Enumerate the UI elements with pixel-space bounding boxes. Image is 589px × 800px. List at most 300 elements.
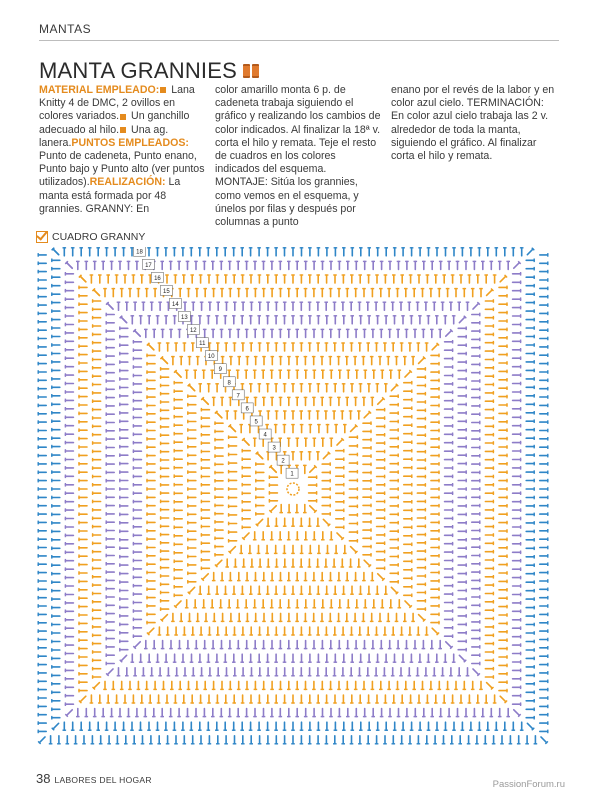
stitch-symbol <box>481 709 485 717</box>
stitch-symbol <box>381 370 385 378</box>
stitch-symbol <box>384 695 388 703</box>
stitch-symbol <box>499 546 507 550</box>
stitch-symbol <box>270 370 274 378</box>
stitch-symbol <box>229 470 237 474</box>
stitch-symbol <box>188 538 196 542</box>
stitch-symbol <box>93 642 101 646</box>
stitch-symbol <box>526 699 534 703</box>
stitch-symbol <box>65 373 73 377</box>
stitch-symbol <box>106 604 114 608</box>
stitch-symbol <box>427 654 431 662</box>
stitch-symbol <box>147 587 155 591</box>
stitch-symbol <box>376 722 380 730</box>
stitch-symbol <box>479 289 483 297</box>
stitch-symbol <box>540 320 548 324</box>
stitch-symbol <box>410 316 414 324</box>
stitch-symbol <box>325 316 329 324</box>
stitch-symbol <box>52 403 60 407</box>
stitch-symbol <box>472 379 480 383</box>
stitch-symbol <box>434 695 438 703</box>
stitch-symbol <box>52 487 60 491</box>
stitch-symbol <box>38 479 46 483</box>
stitch-symbol <box>133 466 141 470</box>
stitch-symbol <box>229 539 237 543</box>
stitch-symbol <box>349 505 357 509</box>
stitch-symbol <box>364 370 368 378</box>
stitch-symbol <box>161 607 169 611</box>
stitch-symbol <box>513 508 521 512</box>
stitch-symbol <box>513 424 521 428</box>
stitch-symbol <box>513 475 521 479</box>
stitch-symbol <box>201 508 209 512</box>
stitch-symbol <box>202 370 206 378</box>
stitch-symbol <box>308 384 312 392</box>
stitch-symbol <box>509 736 513 744</box>
stitch-symbol <box>133 559 141 563</box>
stitch-symbol <box>429 289 433 297</box>
stitch-symbol <box>233 736 237 744</box>
stitch-symbol <box>207 275 211 283</box>
stitch-symbol <box>79 353 87 357</box>
stitch-symbol <box>178 681 182 689</box>
stitch-symbol <box>112 681 116 689</box>
stitch-symbol <box>376 248 380 256</box>
round-label: 17 <box>145 262 152 269</box>
stitch-symbol <box>513 281 521 285</box>
stitch-symbol <box>65 314 73 318</box>
stitch-symbol <box>472 545 480 549</box>
stitch-symbol <box>270 600 274 608</box>
stitch-symbol <box>147 412 155 416</box>
stitch-symbol <box>390 462 398 466</box>
stitch-symbol <box>224 316 228 324</box>
stitch-symbol <box>106 612 114 616</box>
stitch-symbol <box>250 668 254 676</box>
stitch-symbol <box>316 736 320 744</box>
stitch-symbol <box>359 248 363 256</box>
stitch-symbol <box>271 613 275 621</box>
stitch-symbol <box>173 248 177 256</box>
stitch-symbol <box>174 389 182 393</box>
stitch-symbol <box>137 681 141 689</box>
stitch-symbol <box>375 343 379 351</box>
stitch-symbol <box>458 631 466 635</box>
stitch-symbol <box>499 470 507 474</box>
stitch-symbol <box>133 508 141 512</box>
stitch-symbol <box>232 654 236 662</box>
stitch-symbol <box>241 695 245 703</box>
stitch-symbol <box>79 630 87 634</box>
stitch-symbol <box>161 641 165 649</box>
stitch-symbol <box>350 343 354 351</box>
stitch-symbol <box>350 736 354 744</box>
stitch-symbol <box>458 648 466 652</box>
stitch-symbol <box>472 446 480 450</box>
stitch-symbol <box>384 722 388 730</box>
watermark: PassionForum.ru <box>492 779 565 790</box>
header-rule <box>39 40 559 41</box>
stitch-symbol <box>65 348 73 352</box>
stitch-symbol <box>287 329 291 337</box>
stitch-symbol <box>349 411 353 419</box>
stitch-symbol <box>147 471 155 475</box>
stitch-symbol <box>405 709 409 717</box>
stitch-symbol <box>256 462 264 466</box>
stitch-symbol <box>106 570 114 574</box>
stitch-symbol <box>540 420 548 424</box>
stitch-symbol <box>106 653 114 657</box>
stitch-symbol <box>312 397 316 405</box>
stitch-symbol <box>329 641 333 649</box>
stitch-symbol <box>93 542 101 546</box>
stitch-symbol <box>283 275 287 283</box>
round-label: 16 <box>154 275 161 282</box>
stitch-symbol <box>120 681 124 689</box>
stitch-symbol <box>458 538 466 542</box>
stitch-symbol <box>65 508 73 512</box>
stitch-symbol <box>195 289 199 297</box>
stitch-symbol <box>458 654 466 662</box>
stitch-symbol <box>79 487 87 491</box>
stitch-symbol <box>65 331 73 335</box>
stitch-symbol <box>336 517 344 521</box>
stitch-symbol <box>458 436 466 440</box>
stitch-symbol <box>63 248 67 256</box>
stitch-symbol <box>422 261 426 269</box>
stitch-symbol <box>403 357 407 365</box>
stitch-symbol <box>120 289 124 297</box>
stitch-symbol <box>444 329 452 337</box>
stitch-symbol <box>161 508 169 512</box>
stitch-symbol <box>398 370 402 378</box>
stitch-symbol <box>472 338 480 342</box>
stitch-symbol <box>513 525 521 529</box>
stitch-symbol <box>388 641 392 649</box>
stitch-symbol <box>201 433 209 437</box>
stitch-symbol <box>367 722 371 730</box>
stitch-symbol <box>472 620 480 624</box>
stitch-symbol <box>38 604 46 608</box>
stitch-symbol <box>140 275 144 283</box>
stitch-symbol <box>540 504 548 508</box>
stitch-symbol <box>52 335 60 339</box>
stitch-symbol <box>499 420 507 424</box>
stitch-symbol <box>359 384 363 392</box>
stitch-symbol <box>346 681 350 689</box>
round-label: 4 <box>263 432 267 439</box>
stitch-symbol <box>120 606 128 610</box>
stitch-symbol <box>120 360 128 364</box>
stitch-symbol <box>190 722 194 730</box>
stitch-symbol <box>325 275 329 283</box>
stitch-symbol <box>540 462 548 466</box>
stitch-symbol <box>93 500 101 504</box>
stitch-symbol <box>499 496 507 500</box>
stitch-symbol <box>274 654 278 662</box>
stitch-symbol <box>52 722 60 730</box>
stitch-symbol <box>207 654 211 662</box>
stitch-symbol <box>52 521 60 525</box>
stitch-symbol <box>526 394 534 398</box>
stitch-symbol <box>525 736 529 744</box>
stitch-symbol <box>526 259 534 263</box>
stitch-symbol <box>390 403 398 407</box>
stitch-symbol <box>201 516 209 520</box>
stitch-symbol <box>52 343 60 347</box>
stitch-symbol <box>215 537 223 541</box>
stitch-symbol <box>38 512 46 516</box>
stitch-symbol <box>526 722 534 730</box>
stitch-symbol <box>190 695 194 703</box>
stitch-symbol <box>464 261 468 269</box>
stitch-symbol <box>38 328 46 332</box>
stitch-symbol <box>458 530 466 534</box>
stitch-symbol <box>338 709 342 717</box>
stitch-symbol <box>52 648 60 652</box>
stitch-symbol <box>526 369 534 373</box>
stitch-symbol <box>164 654 168 662</box>
stitch-symbol <box>201 458 209 462</box>
stitch-symbol <box>116 736 120 744</box>
stitch-symbol <box>401 722 405 730</box>
stitch-symbol <box>342 248 346 256</box>
stitch-symbol <box>266 668 270 676</box>
stitch-symbol <box>540 546 548 550</box>
stitch-symbol <box>241 275 245 283</box>
stitch-symbol <box>249 343 253 351</box>
stitch-symbol <box>190 248 194 256</box>
stitch-symbol <box>38 437 46 441</box>
stitch-symbol <box>485 642 493 646</box>
stitch-symbol <box>540 680 548 684</box>
stitch-symbol <box>383 668 387 676</box>
stitch-symbol <box>444 654 448 662</box>
stitch-symbol <box>387 289 391 297</box>
stitch-symbol <box>456 709 460 717</box>
stitch-symbol <box>377 483 385 487</box>
stitch-symbol <box>215 316 219 324</box>
stitch-symbol <box>526 248 534 256</box>
stitch-symbol <box>38 546 46 550</box>
stitch-symbol <box>278 370 282 378</box>
stitch-symbol <box>215 430 223 434</box>
stitch-symbol <box>131 654 135 662</box>
stitch-symbol <box>374 668 378 676</box>
stitch-symbol <box>227 600 231 608</box>
stitch-symbol <box>262 709 266 717</box>
stitch-symbol <box>366 343 370 351</box>
stitch-symbol <box>363 438 371 442</box>
stitch-symbol <box>106 487 114 491</box>
stitch-symbol <box>120 411 128 415</box>
stitch-symbol <box>485 608 493 612</box>
stitch-symbol <box>133 449 141 453</box>
stitch-symbol <box>338 600 342 608</box>
stitch-symbol <box>291 316 295 324</box>
stitch-symbol <box>147 354 155 358</box>
stitch-symbol <box>295 329 299 337</box>
stitch-symbol <box>367 384 371 392</box>
stitch-symbol <box>452 722 456 730</box>
stitch-symbol <box>216 275 220 283</box>
stitch-symbol <box>65 652 73 656</box>
stitch-symbol <box>295 505 299 513</box>
stitch-symbol <box>540 562 548 566</box>
stitch-symbol <box>300 275 304 283</box>
stitch-symbol <box>79 695 87 703</box>
stitch-symbol <box>338 641 342 649</box>
stitch-symbol <box>208 668 212 676</box>
stitch-symbol <box>349 302 353 310</box>
stitch-symbol <box>387 681 391 689</box>
stitch-symbol <box>322 479 330 483</box>
stitch-symbol <box>147 722 151 730</box>
stitch-symbol <box>71 722 75 730</box>
stitch-symbol <box>513 399 521 403</box>
stitch-symbol <box>188 470 196 474</box>
stitch-symbol <box>412 289 416 297</box>
stitch-symbol <box>390 586 398 594</box>
stitch-symbol <box>329 709 333 717</box>
stitch-symbol <box>133 550 141 554</box>
stitch-symbol <box>425 736 429 744</box>
stitch-symbol <box>397 709 401 717</box>
stitch-symbol <box>236 370 240 378</box>
stitch-symbol <box>244 370 248 378</box>
stitch-symbol <box>287 289 291 297</box>
stitch-symbol <box>312 357 316 365</box>
stitch-symbol <box>144 709 148 717</box>
stitch-symbol <box>472 487 480 491</box>
stitch-symbol <box>410 722 414 730</box>
stitch-symbol <box>93 525 101 529</box>
stitch-symbol <box>355 370 359 378</box>
stitch-symbol <box>401 248 405 256</box>
stitch-symbol <box>303 465 307 473</box>
stitch-symbol <box>98 275 102 283</box>
stitch-symbol <box>485 366 493 370</box>
stitch-symbol <box>139 316 143 324</box>
stitch-symbol <box>445 534 453 538</box>
stitch-symbol <box>156 248 160 256</box>
stitch-symbol <box>106 437 114 441</box>
stitch-symbol <box>337 573 341 581</box>
stitch-symbol <box>347 600 351 608</box>
stitch-symbol <box>161 400 169 404</box>
stitch-symbol <box>52 674 60 678</box>
stitch-symbol <box>120 377 128 381</box>
stitch-symbol <box>321 438 325 446</box>
stitch-symbol <box>350 695 354 703</box>
stitch-symbol <box>133 424 141 428</box>
stitch-symbol <box>540 479 548 483</box>
stitch-symbol <box>358 668 362 676</box>
stitch-symbol <box>266 452 270 460</box>
stitch-symbol <box>513 289 521 293</box>
stitch-symbol <box>237 641 241 649</box>
stitch-symbol <box>38 613 46 617</box>
stitch-symbol <box>526 648 534 652</box>
stitch-symbol <box>431 454 439 458</box>
stitch-symbol <box>485 299 493 303</box>
stitch-symbol <box>435 654 439 662</box>
stitch-symbol <box>201 533 209 537</box>
stitch-symbol <box>349 545 357 553</box>
stitch-symbol <box>147 521 155 525</box>
stitch-symbol <box>65 593 73 597</box>
stitch-symbol <box>79 538 87 542</box>
stitch-symbol <box>485 667 493 671</box>
stitch-symbol <box>274 586 278 594</box>
stitch-symbol <box>404 381 412 385</box>
stitch-symbol <box>120 343 128 347</box>
stitch-symbol <box>336 526 344 530</box>
stitch-symbol <box>308 343 312 351</box>
round-label: 5 <box>254 419 258 426</box>
stitch-symbol <box>210 370 214 378</box>
stitch-symbol <box>363 537 371 541</box>
stitch-symbol <box>431 479 439 483</box>
stitch-symbol <box>201 450 209 454</box>
stitch-symbol <box>313 370 317 378</box>
stitch-symbol <box>320 573 324 581</box>
stitch-symbol <box>103 681 107 689</box>
stitch-symbol <box>93 617 101 621</box>
stitch-symbol <box>160 261 164 269</box>
stitch-symbol <box>90 275 94 283</box>
stitch-symbol <box>526 343 534 347</box>
stitch-symbol <box>417 516 425 520</box>
stitch-symbol <box>321 289 325 297</box>
stitch-symbol <box>253 709 257 717</box>
stitch-symbol <box>485 583 493 587</box>
stitch-symbol <box>446 289 450 297</box>
stitch-symbol <box>267 411 271 419</box>
stitch-symbol <box>317 248 321 256</box>
stitch-symbol <box>147 454 155 458</box>
stitch-symbol <box>316 627 320 635</box>
stitch-symbol <box>257 545 261 553</box>
stitch-symbol <box>93 458 101 462</box>
stitch-symbol <box>342 586 346 594</box>
stitch-symbol <box>262 397 266 405</box>
stitch-symbol <box>358 695 362 703</box>
stitch-symbol <box>417 613 425 621</box>
stitch-symbol <box>162 681 166 689</box>
stitch-symbol <box>188 411 196 415</box>
stitch-symbol <box>257 654 261 662</box>
stitch-symbol <box>445 340 453 344</box>
stitch-symbol <box>431 571 439 575</box>
stitch-symbol <box>526 657 534 661</box>
stitch-symbol <box>66 736 70 744</box>
round-label: 8 <box>227 380 231 387</box>
stitch-symbol <box>79 319 87 323</box>
stitch-symbol <box>65 281 73 285</box>
stitch-symbol <box>333 384 337 392</box>
stitch-symbol <box>79 275 87 283</box>
stitch-symbol <box>485 500 493 504</box>
stitch-symbol <box>499 605 507 609</box>
stitch-symbol <box>291 452 295 460</box>
stitch-symbol <box>296 532 300 540</box>
stitch-symbol <box>221 613 225 621</box>
stitch-symbol <box>275 559 279 567</box>
stitch-symbol <box>158 343 162 351</box>
stitch-symbol <box>380 261 384 269</box>
stitch-symbol <box>242 500 250 504</box>
stitch-symbol <box>147 571 155 575</box>
